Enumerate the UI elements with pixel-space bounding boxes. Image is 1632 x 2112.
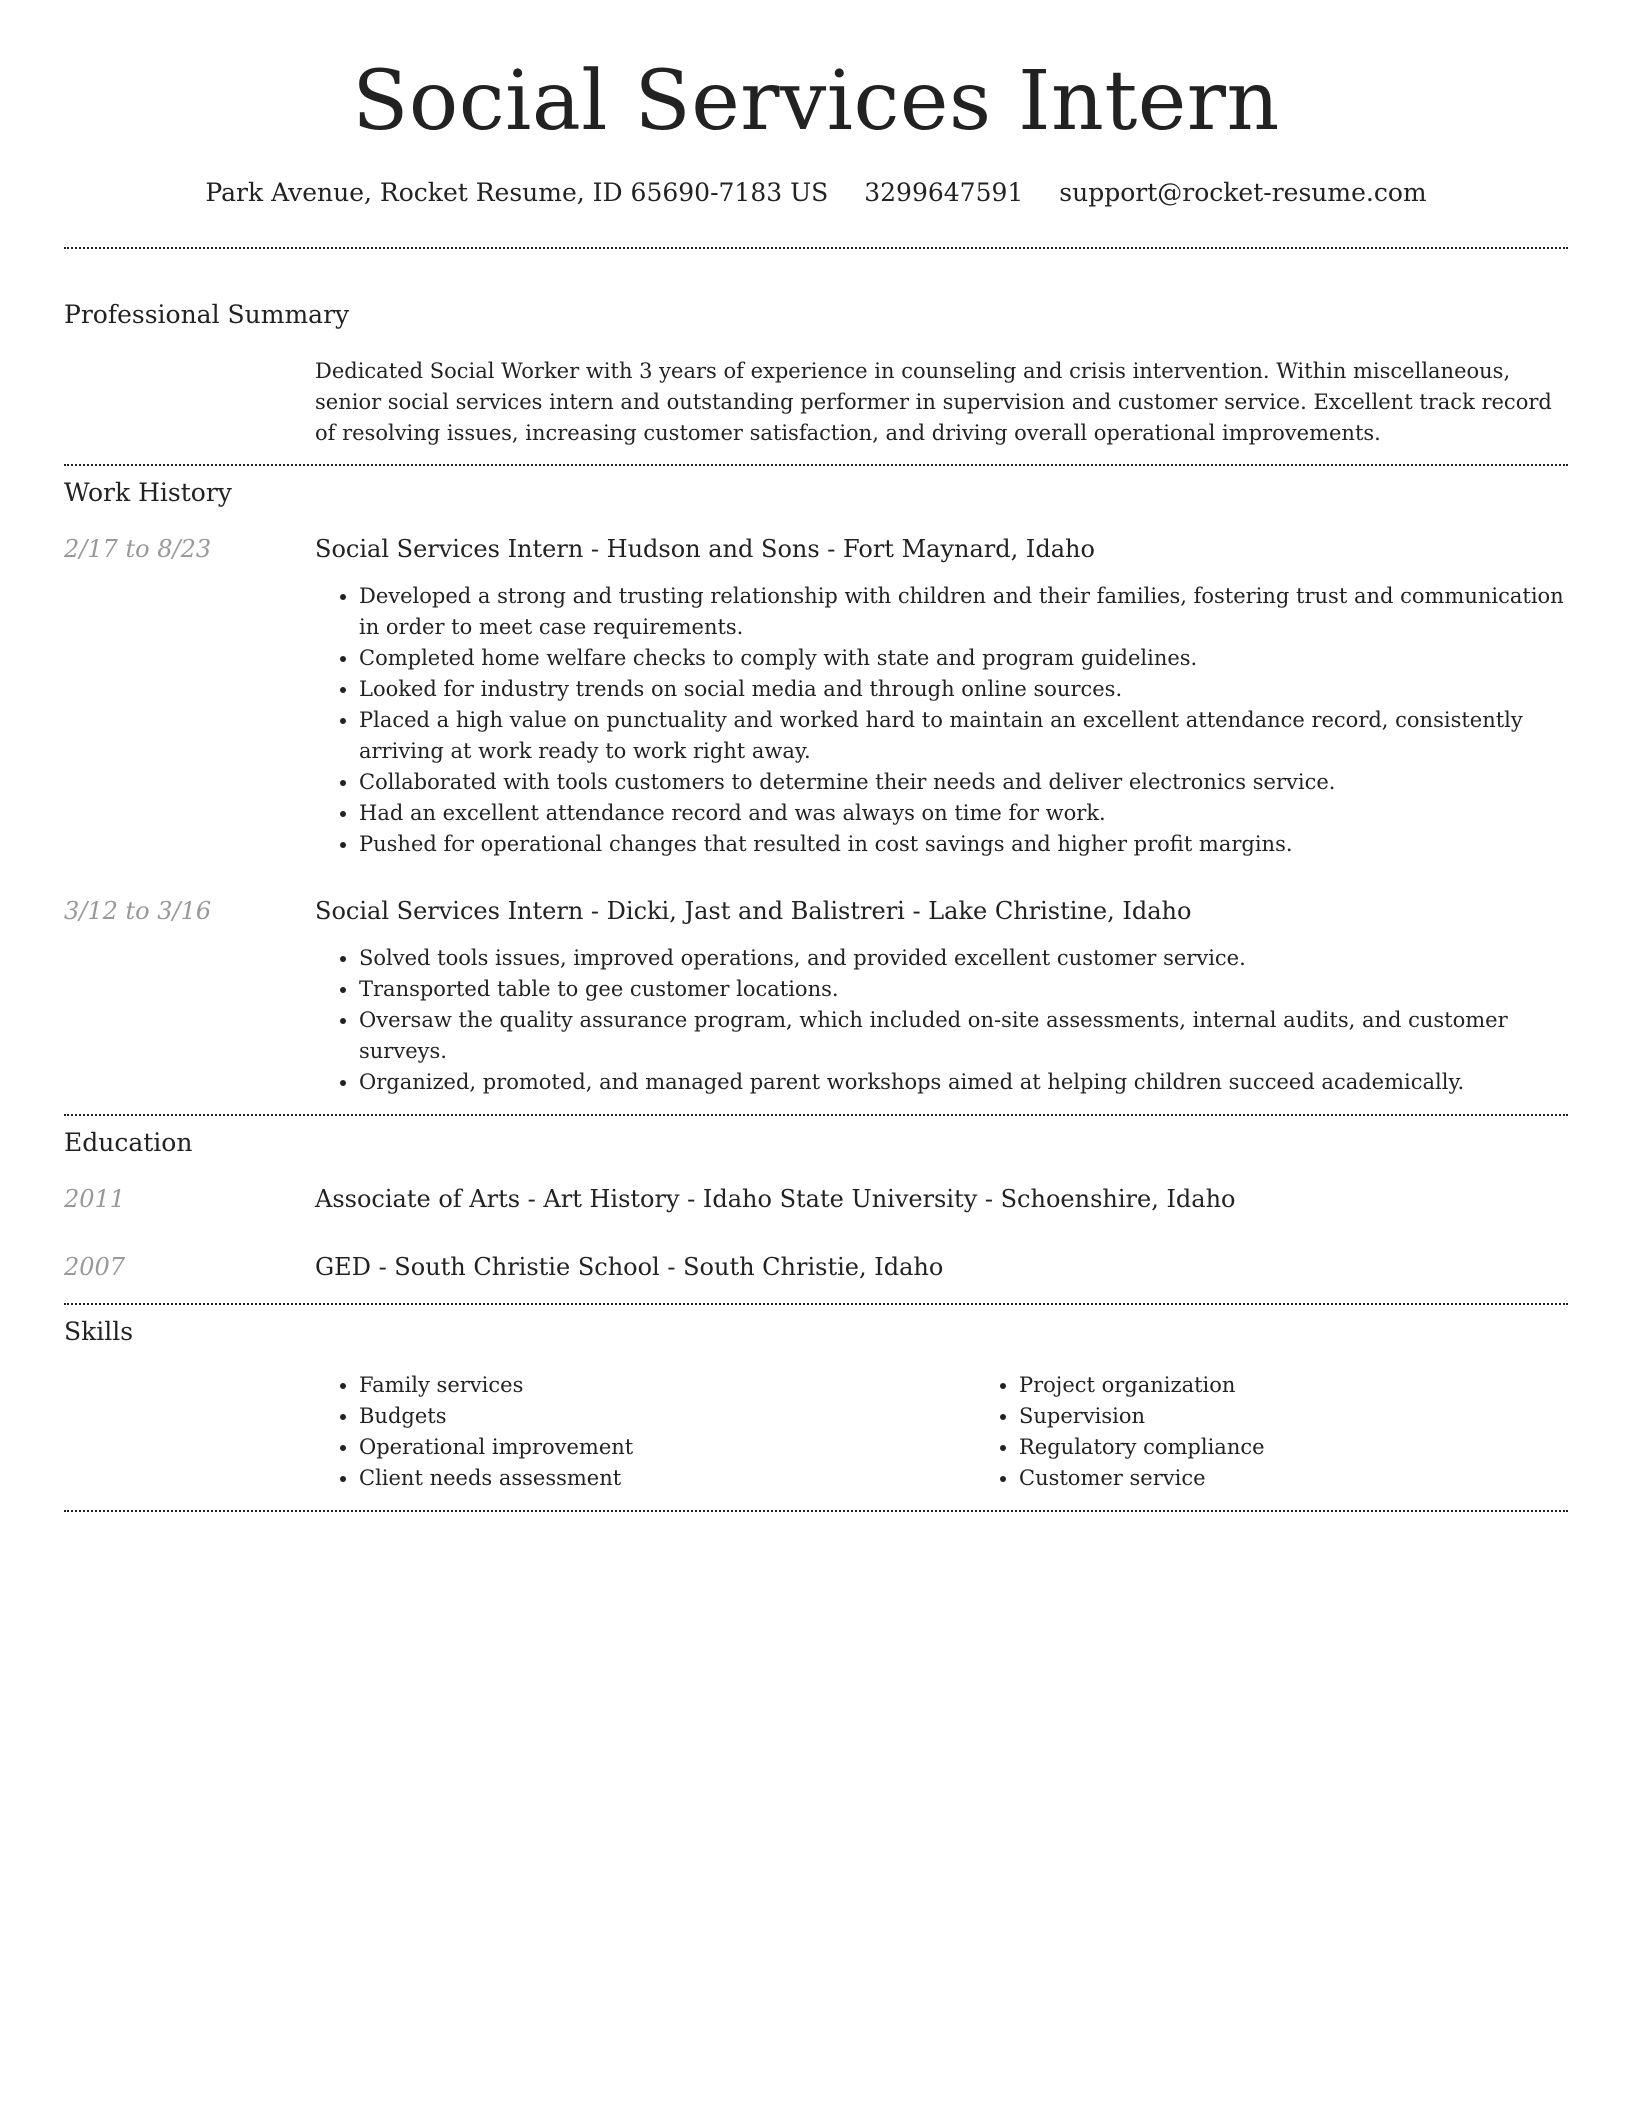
education-year: 2011 [64,1185,126,1213]
skills-section [64,1315,1568,1494]
skill-item: • Customer service [1019,1463,1632,1494]
skill-item: • Client needs assessment [359,1463,975,1494]
education-text: GED - South Christie School - South Christie, Idaho [315,1253,944,1281]
contact-phone: 3299647591 [864,178,1024,207]
section-title-skills: Skills [64,1317,134,1346]
skill-item: • Family services [359,1370,975,1401]
resume-name: Social Services Intern [352,54,1280,149]
contact-line [64,176,1568,210]
job-entry [64,533,1568,860]
list-item: • Organized, promoted, and managed parent workshops aimed at helping children succeed academically. [359,1067,1568,1098]
skill-item: • Operational improvement [359,1432,975,1463]
divider [64,1510,1568,1512]
list-item: • Had an excellent attendance record and was always on time for work. [359,798,1568,829]
job-bullets [315,943,1568,1098]
contact-address: Park Avenue, Rocket Resume, ID 65690-7183 US [205,178,829,207]
education-entry [64,1251,1568,1283]
job-bullets [315,581,1568,860]
skills-list-left [315,1370,975,1494]
skill-item: • Budgets [359,1401,975,1432]
job-dates: 2/17 to 8/23 [64,535,212,563]
list-item: • Collaborated with tools customers to determine their needs and deliver electronics service. [359,767,1568,798]
contact-email: support@rocket-resume.com [1059,178,1427,207]
skill-item: • Regulatory compliance [1019,1432,1632,1463]
job-entry [64,895,1568,1098]
list-item: • Developed a strong and trusting relationship with children and their families, fostering trust and communication in order to meet case requirements. [359,581,1568,643]
list-item: • Pushed for operational changes that resulted in cost savings and higher profit margins. [359,829,1568,860]
education-section [64,1126,1568,1283]
list-item: • Solved tools issues, improved operations, and provided excellent customer service. [359,943,1568,974]
section-title-summary: Professional Summary [64,300,350,329]
list-item: • Transported table to gee customer locations. [359,974,1568,1005]
section-title-education: Education [64,1128,193,1157]
skill-item: • Project organization [1019,1370,1632,1401]
divider [64,1303,1568,1305]
list-item: • Completed home welfare checks to comply with state and program guidelines. [359,643,1568,674]
skill-item: • Supervision [1019,1401,1632,1432]
education-year: 2007 [64,1253,126,1281]
education-entry [64,1183,1568,1215]
divider [64,1114,1568,1116]
list-item: • Oversaw the quality assurance program, which included on-site assessments, internal audits, and customer surveys. [359,1005,1568,1067]
job-heading: Social Services Intern - Dicki, Jast and Balistreri - Lake Christine, Idaho [315,897,1192,925]
section-title-work: Work History [64,478,232,507]
education-text: Associate of Arts - Art History - Idaho State University - Schoenshire, Idaho [315,1185,1236,1213]
work-section [64,476,1568,1098]
list-item: • Placed a high value on punctuality and worked hard to maintain an excellent attendance record, consistently arriving at work ready to work right away. [359,705,1568,767]
summary-section [64,298,1568,449]
divider [64,247,1568,249]
divider [64,464,1568,466]
job-heading: Social Services Intern - Hudson and Sons - Fort Maynard, Idaho [315,535,1095,563]
skills-list-right [975,1370,1632,1494]
summary-text: Dedicated Social Worker with 3 years of experience in counseling and crisis intervention. Within miscellaneous, senior social services intern and outstanding performer in supervision and customer service. Excellent track record of resolving issues, increasing customer satisfaction, and driving overall operational improvements. [315,359,1552,445]
job-dates: 3/12 to 3/16 [64,897,212,925]
list-item: • Looked for industry trends on social media and through online sources. [359,674,1568,705]
